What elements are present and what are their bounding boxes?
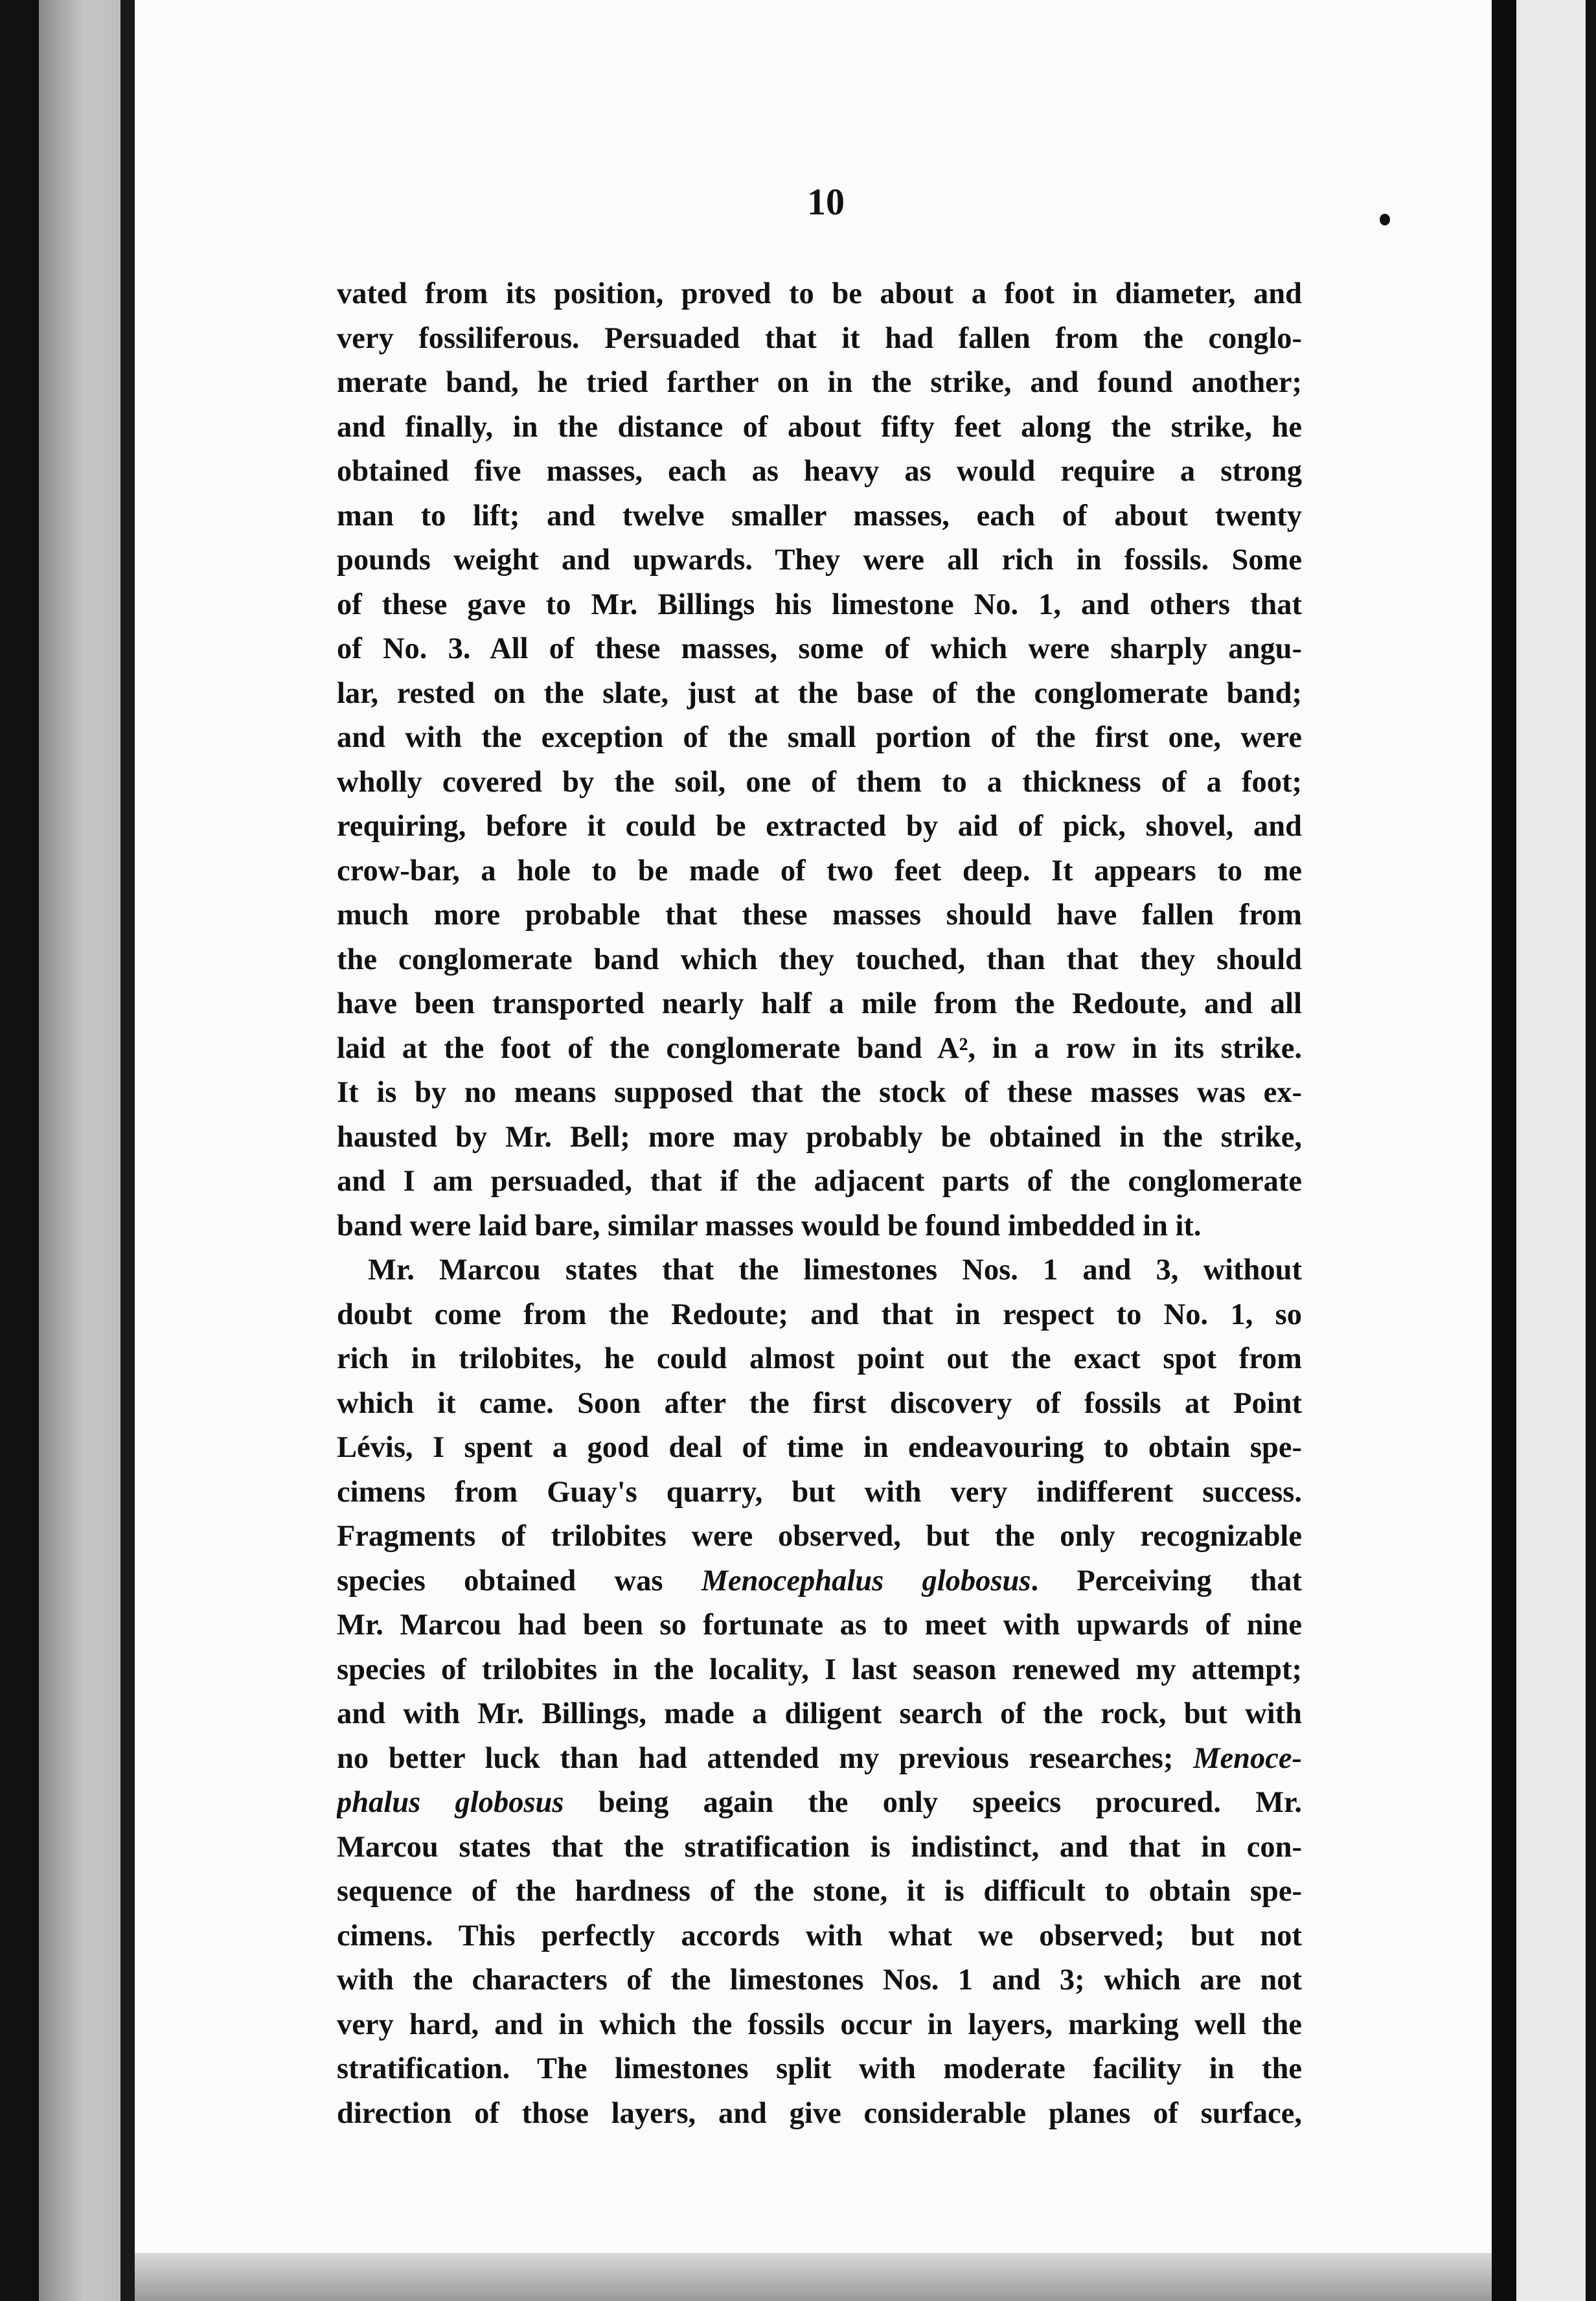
- text-line: [337, 1248, 1302, 1293]
- text-line: [337, 1204, 1302, 1249]
- text-line: [337, 1559, 1302, 1604]
- text-line: [337, 805, 1302, 849]
- text-line: [337, 2003, 1302, 2048]
- text-line-content: and with the exception of the small portion of the first one, were: [337, 721, 1302, 754]
- text-line-content: lar, rested on the slate, just at the base of the conglomerate band;: [337, 676, 1302, 710]
- text-line-content: and finally, in the distance of about fifty feet along the strike, he: [337, 410, 1302, 444]
- text-line: [337, 1071, 1302, 1116]
- page-bottom-edge: [135, 2253, 1492, 2301]
- text-line: [337, 1914, 1302, 1959]
- page-left-edge: [120, 0, 135, 2301]
- text-line-content: doubt come from the Redoute; and that in respect to No. 1, so: [337, 1298, 1302, 1331]
- text-line: [337, 938, 1302, 983]
- text-line: [337, 1648, 1302, 1693]
- text-line: [337, 982, 1302, 1027]
- text-line: [337, 1515, 1302, 1559]
- text-line-content: vated from its position, proved to be about a foot in diameter, and: [337, 277, 1302, 310]
- body-text: [337, 272, 1302, 2136]
- scan-left-margin: [39, 0, 123, 2301]
- text-line: [337, 1826, 1302, 1870]
- text-line: [337, 627, 1302, 672]
- text-line: [337, 1293, 1302, 1338]
- text-line: [337, 1471, 1302, 1515]
- text-line: [337, 2047, 1302, 2092]
- text-line-content: species obtained was: [337, 1564, 701, 1597]
- text-line-content: and I am persuaded, that if the adjacent parts of the conglomerate: [337, 1165, 1302, 1198]
- text-line-content: which it came. Soon after the first discovery of fossils at Point: [337, 1386, 1302, 1420]
- text-line: [337, 361, 1302, 406]
- text-line-content: cimens from Guay's quarry, but with very indifferent success.: [337, 1475, 1302, 1509]
- text-line-content: cimens. This perfectly accords with what we observed; but not: [337, 1919, 1302, 1952]
- text-line-content: laid at the foot of the conglomerate band A², in a row in its strike.: [337, 1031, 1302, 1065]
- text-line-content: have been transported nearly half a mile from the Redoute, and all: [337, 987, 1302, 1020]
- text-line-content: obtained five masses, each as heavy as would require a strong: [337, 455, 1302, 488]
- text-line: [337, 272, 1302, 317]
- text-line-content: very hard, and in which the fossils occur in layers, marking well the: [337, 2008, 1302, 2041]
- text-line-content: pounds weight and upwards. They were all rich in fossils. Some: [337, 544, 1302, 577]
- text-line: [337, 1781, 1302, 1826]
- scan-left-border: [0, 0, 39, 2301]
- text-line: [337, 406, 1302, 450]
- page-right-edge: [1492, 0, 1516, 2301]
- text-line: [337, 761, 1302, 805]
- text-line: [337, 716, 1302, 761]
- text-line: [337, 450, 1302, 494]
- text-line: [337, 1737, 1302, 1781]
- text-line-content: Marcou states that the stratification is indistinct, and that in con-: [337, 1830, 1302, 1864]
- text-line: [337, 1160, 1302, 1204]
- text-line-content: of these gave to Mr. Billings his limestone No. 1, and others that: [337, 588, 1302, 621]
- text-line-content: much more probable that these masses should have fallen from: [337, 899, 1302, 932]
- text-line-content: Mr. Marcou states that the limestones Nos. 1 and 3, without: [368, 1254, 1302, 1287]
- text-line: [337, 317, 1302, 361]
- text-line-content: hausted by Mr. Bell; more may probably be obtained in the strike,: [337, 1120, 1302, 1154]
- text-line-content: direction of those layers, and give considerable planes of surface,: [337, 2096, 1302, 2130]
- text-line-content: species of trilobites in the locality, I last season renewed my attempt;: [337, 1653, 1302, 1686]
- text-line-content: the conglomerate band which they touched, than that they should: [337, 943, 1302, 976]
- text-line: [337, 1426, 1302, 1471]
- text-line-continuation: being again the only speeics procured. Mr.: [564, 1786, 1302, 1819]
- text-line-content: Lévis, I spent a good deal of time in endeavouring to obtain spe-: [337, 1431, 1302, 1464]
- text-line-content: with the characters of the limestones Nos. 1 and 3; which are not: [337, 1963, 1302, 1997]
- text-line: [337, 2092, 1302, 2136]
- text-line-content: no better luck than had attended my previous researches;: [337, 1741, 1194, 1775]
- text-line-content: man to lift; and twelve smaller masses, each of about twenty: [337, 499, 1302, 532]
- text-line: [337, 1382, 1302, 1426]
- text-line-content: requiring, before it could be extracted by aid of pick, shovel, and: [337, 810, 1302, 843]
- species-name: Menocephalus globosus: [701, 1564, 1031, 1597]
- text-line: [337, 1870, 1302, 1914]
- text-line: [337, 583, 1302, 628]
- species-name: Menoce-: [1193, 1741, 1302, 1775]
- text-line-content: sequence of the hardness of the stone, it is difficult to obtain spe-: [337, 1875, 1302, 1908]
- text-line-content: rich in trilobites, he could almost point out the exact spot from: [337, 1342, 1302, 1375]
- text-line-content: Mr. Marcou had been so fortunate as to meet with upwards of nine: [337, 1608, 1302, 1642]
- text-line-content: crow-bar, a hole to be made of two feet deep. It appears to me: [337, 854, 1302, 887]
- text-line-content: Fragments of trilobites were observed, but the only recognizable: [337, 1520, 1302, 1553]
- text-line-content: of No. 3. All of these masses, some of which were sharply angu-: [337, 632, 1302, 665]
- text-line-content: and with Mr. Billings, made a diligent search of the rock, but with: [337, 1697, 1302, 1730]
- text-line: [337, 1116, 1302, 1160]
- text-line: [337, 1027, 1302, 1071]
- text-line-content: wholly covered by the soil, one of them to a thickness of a foot;: [337, 765, 1302, 799]
- text-line: [337, 494, 1302, 539]
- text-line: [337, 1958, 1302, 2003]
- text-line: [337, 1692, 1302, 1737]
- text-line: [337, 1337, 1302, 1382]
- page-number: 10: [807, 181, 845, 223]
- text-line: [337, 538, 1302, 583]
- ink-spot: [1380, 214, 1390, 225]
- text-line-content: merate band, he tried farther on in the strike, and found another;: [337, 366, 1302, 399]
- species-name: phalus globosus: [337, 1786, 564, 1819]
- text-line: [337, 672, 1302, 716]
- scan-right-margin: [1516, 0, 1596, 2301]
- scan-right-border: [1586, 0, 1596, 2301]
- text-line: [337, 1603, 1302, 1648]
- text-line: [337, 893, 1302, 938]
- text-line-content: band were laid bare, similar masses would be found imbedded in it.: [337, 1209, 1202, 1242]
- text-line: [337, 849, 1302, 894]
- text-line-content: very fossiliferous. Persuaded that it had fallen from the conglo-: [337, 321, 1302, 355]
- text-line-content: It is by no means supposed that the stock of these masses was ex-: [337, 1076, 1302, 1109]
- text-line-continuation: . Perceiving that: [1031, 1564, 1302, 1597]
- text-line-content: stratification. The limestones split with moderate facility in the: [337, 2052, 1302, 2085]
